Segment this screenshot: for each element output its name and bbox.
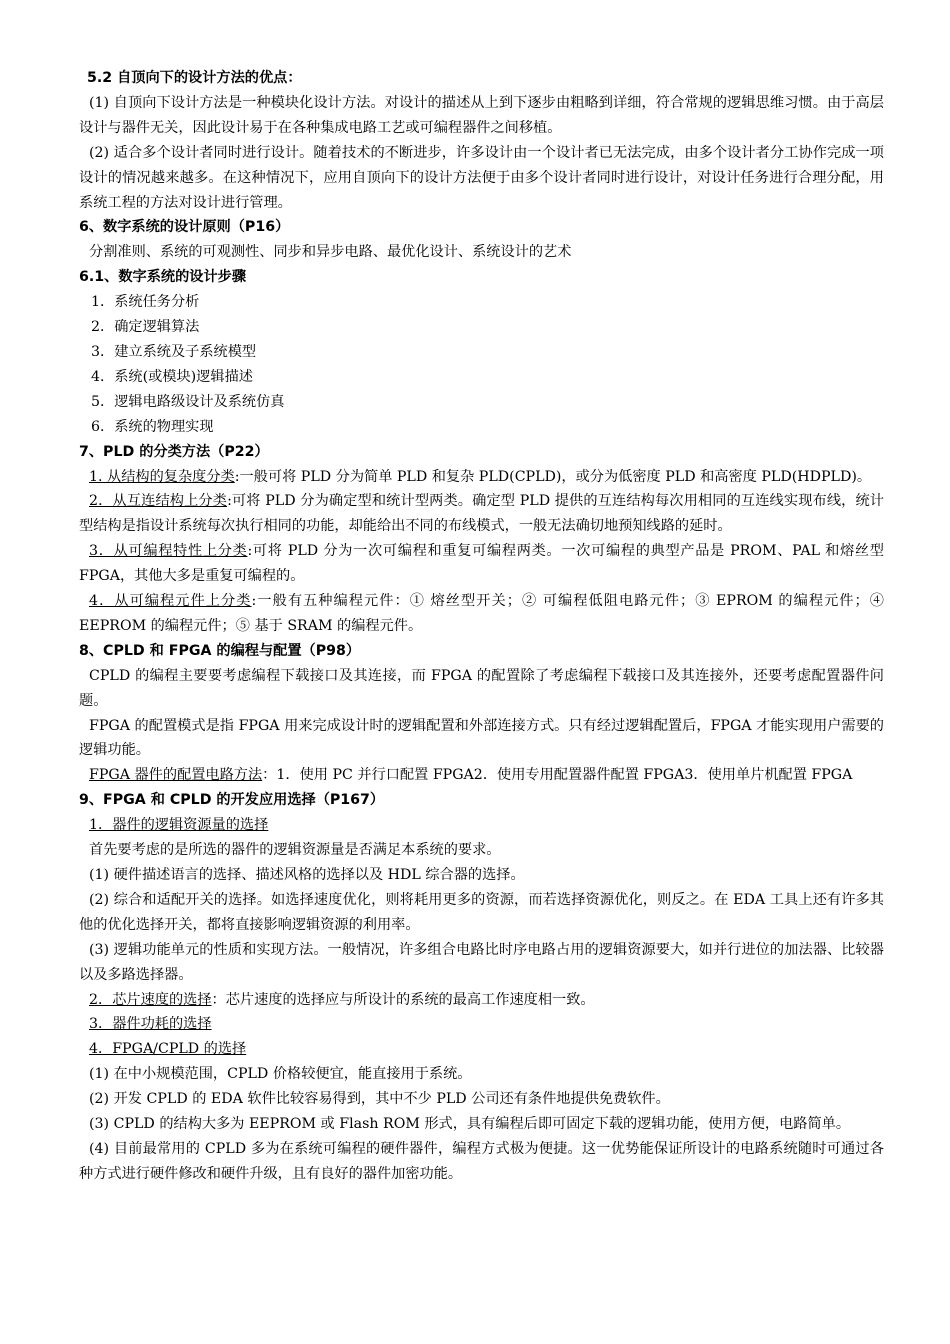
paragraph xyxy=(79,539,884,589)
subheading: 4．从可编程元件上分类 xyxy=(89,593,252,610)
paragraph: (2) 综合和适配开关的选择。如选择速度优化，则将耗用更多的资源，而若选择资源优化，则反之。在 EDA 工具上还有许多其他的优化选择开关，都将直接影响逻辑资源的利用率。 xyxy=(79,891,884,933)
subheading: 2．芯片速度的选择 xyxy=(89,991,212,1008)
subheading: 3．从可编程特性上分类 xyxy=(89,543,248,560)
paragraph xyxy=(79,763,884,788)
list-item: 5．逻辑电路级设计及系统仿真 xyxy=(91,393,285,410)
subheading: 3．器件功耗的选择 xyxy=(89,1016,212,1033)
section-9-heading: 9、FPGA 和 CPLD 的开发应用选择（P167） xyxy=(79,792,385,809)
paragraph-text: :可将 PLD 分为一次可编程和重复可编程两类。一次可编程的典型产品是 PROM、PAL 和熔丝型 FPGA，其他大多是重复可编程的。 xyxy=(79,543,884,585)
section-6-heading: 6、数字系统的设计原则（P16） xyxy=(79,219,290,236)
paragraph xyxy=(79,589,884,639)
paragraph-text: :可将 PLD 分为确定型和统计型两类。确定型 PLD 提供的互连结构每次用相同的互连线实现布线，统计型结构是指设计系统每次执行相同的功能，却能给出不同的布线模式，一般无法确切地预知线路的延时。 xyxy=(79,493,884,535)
paragraph: (2) 适合多个设计者同时进行设计。随着技术的不断进步，许多设计由一个设计者已无法完成，由多个设计者分工协作完成一项设计的情况越来越多。在这种情况下，应用自顶向下的设计方法便于由多个设计者同时进行设计，对设计任务进行合理分配，用系统工程的方法对设计进行管理。 xyxy=(79,144,884,211)
paragraph-text: :一般有五种编程元件：① 熔丝型开关；② 可编程低阻电路元件；③ EPROM 的编程元件；④ EEPROM 的编程元件；⑤ 基于 SRAM 的编程元件。 xyxy=(79,593,884,634)
subheading: FPGA 器件的配置电路方法 xyxy=(89,767,263,784)
section-6-1-heading: 6.1、数字系统的设计步骤 xyxy=(79,269,247,286)
paragraph: (3) 逻辑功能单元的性质和实现方法。一般情况，许多组合电路比时序电路占用的逻辑资源要大，如并行进位的加法器、比较器以及多路选择器。 xyxy=(79,941,884,983)
paragraph: (1) 硬件描述语言的选择、描述风格的选择以及 HDL 综合器的选择。 xyxy=(89,867,525,883)
list-item: 4．系统(或模块)逻辑描述 xyxy=(91,368,253,385)
paragraph: FPGA 的配置模式是指 FPGA 用来完成设计时的逻辑配置和外部连接方式。只有经过逻辑配置后，FPGA 才能实现用户需要的逻辑功能。 xyxy=(79,717,884,759)
paragraph: 分割准则、系统的可观测性、同步和异步电路、最优化设计、系统设计的艺术 xyxy=(89,244,572,261)
paragraph xyxy=(79,489,884,539)
paragraph: (1) 在中小规模范围，CPLD 价格较便宜，能直接用于系统。 xyxy=(89,1066,472,1083)
paragraph-text: ：1．使用 PC 并行口配置 FPGA2．使用专用配置器件配置 FPGA3．使用单片机配置 FPGA xyxy=(262,767,853,784)
paragraph: (3) CPLD 的结构大多为 EEPROM 或 Flash ROM 形式，具有编程后即可固定下载的逻辑功能，使用方便，电路简单。 xyxy=(89,1116,851,1133)
paragraph: CPLD 的编程主要要考虑编程下载接口及其连接，而 FPGA 的配置除了考虑编程下载接口及其连接外，还要考虑配置器件问题。 xyxy=(79,667,884,709)
paragraph xyxy=(79,465,884,490)
paragraph: (2) 开发 CPLD 的 EDA 软件比较容易得到，其中不少 PLD 公司还有条件地提供免费软件。 xyxy=(89,1091,670,1108)
paragraph: 首先要考虑的是所选的器件的逻辑资源量是否满足本系统的要求。 xyxy=(89,842,501,859)
paragraph: (4) 目前最常用的 CPLD 多为在系统可编程的硬件器件，编程方式极为便捷。这一优势能保证所设计的电路系统随时可通过各种方式进行硬件修改和硬件升级，且有良好的器件加密功能。 xyxy=(79,1140,884,1182)
paragraph-text: :一般可将 PLD 分为简单 PLD 和复杂 PLD(CPLD)，或分为低密度 PLD 和高密度 PLD(HDPLD)。 xyxy=(234,468,872,485)
paragraph-text: ：芯片速度的选择应与所设计的系统的最高工作速度相一致。 xyxy=(211,991,595,1008)
subheading: 1. 从结构的复杂度分类 xyxy=(89,468,235,485)
subheading: 1．器件的逻辑资源量的选择 xyxy=(89,817,269,834)
list-item: 2．确定逻辑算法 xyxy=(91,319,200,336)
paragraph: (1) 自顶向下设计方法是一种模块化设计方法。对设计的描述从上到下逐步由粗略到详细，符合常规的逻辑思维习惯。由于高层设计与器件无关，因此设计易于在各种集成电路工艺或可编程器件之间移植。 xyxy=(79,94,884,136)
list-item: 3．建立系统及子系统模型 xyxy=(91,343,257,360)
subheading: 4．FPGA/CPLD 的选择 xyxy=(89,1041,247,1058)
section-8-heading: 8、CPLD 和 FPGA 的编程与配置（P98） xyxy=(79,642,361,659)
list-item: 1．系统任务分析 xyxy=(91,294,200,311)
paragraph xyxy=(79,988,884,1013)
section-7-heading: 7、PLD 的分类方法（P22） xyxy=(79,443,269,460)
section-5-2-heading: 5.2 自顶向下的设计方法的优点： xyxy=(87,70,302,86)
subheading: 2．从互连结构上分类 xyxy=(89,493,228,510)
list-item: 6．系统的物理实现 xyxy=(91,418,214,435)
